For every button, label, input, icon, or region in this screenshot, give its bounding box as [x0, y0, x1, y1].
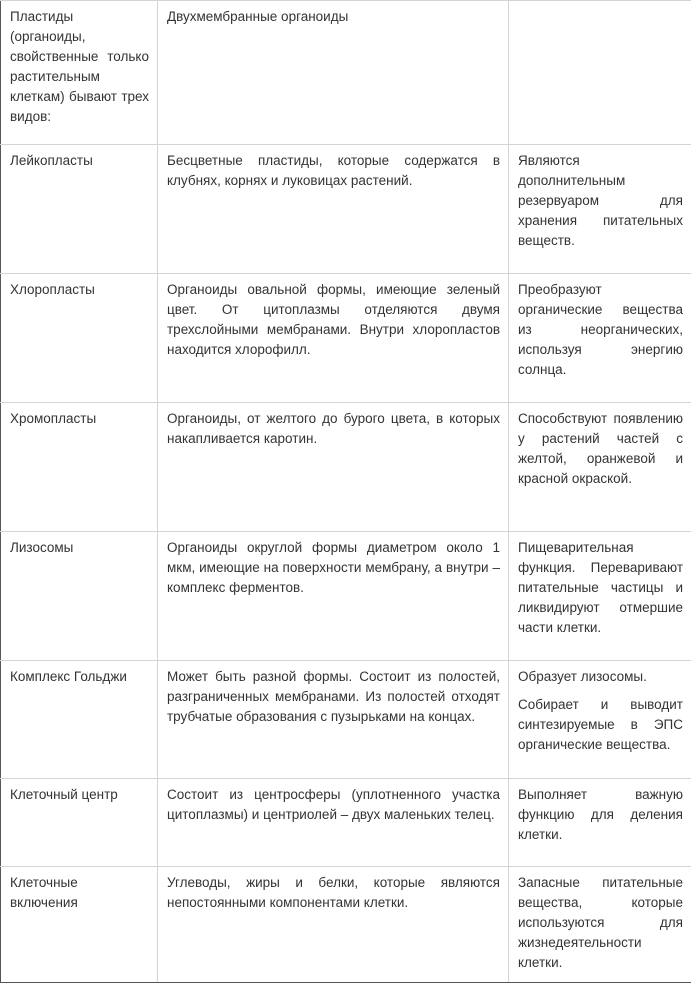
structure-cell: Органоиды, от желтого до бурого цвета, в которых накапливается каротин. — [158, 403, 509, 532]
structure-cell: Органоиды овальной формы, имеющие зеленый цвет. От цитоплазмы отделяются двумя трехслойными мембранами. Внутри хлоропластов находится хлорофилл. — [158, 274, 509, 403]
table-row — [1, 661, 691, 779]
table-row — [1, 145, 691, 274]
function-cell: Пищеварительная функция. Переваривают питательные частицы и ликвидируют отмершие части клетки. — [509, 532, 691, 661]
organelle-name-cell: Клеточные включения — [1, 867, 158, 983]
table-row — [1, 274, 691, 403]
structure-cell: Углеводы, жиры и белки, которые являются непостоянными компонентами клетки. — [158, 867, 509, 983]
structure-cell: Двухмембранные органоиды — [158, 1, 509, 145]
structure-cell: Органоиды округлой формы диаметром около 1 мкм, имеющие на поверхности мембрану, а внутри – комплекс ферментов. — [158, 532, 509, 661]
function-cell — [509, 661, 691, 779]
function-cell — [509, 1, 691, 145]
function-paragraph: Образует лизосомы. — [518, 667, 683, 687]
structure-cell: Может быть разной формы. Состоит из полостей, разграниченных мембранами. Из полостей отходят трубчатые образования с пузырьками на концах. — [158, 661, 509, 779]
table-row — [1, 779, 691, 867]
organelle-name-cell: Хромопласты — [1, 403, 158, 532]
function-cell: Являются дополнительным резервуаром для хранения питательных веществ. — [509, 145, 691, 274]
organelle-name-cell: Пластиды (органоиды, свойственные только растительным клеткам) бывают трех видов: — [1, 1, 158, 145]
function-cell: Запасные питательные вещества, которые используются для жизнедеятельности клетки. — [509, 867, 691, 983]
organelle-name-cell: Хлоропласты — [1, 274, 158, 403]
function-cell: Выполняет важную функцию для деления клетки. — [509, 779, 691, 867]
organelle-name-cell: Клеточный центр — [1, 779, 158, 867]
structure-cell: Бесцветные пластиды, которые содержатся в клубнях, корнях и луковицах растений. — [158, 145, 509, 274]
organelle-name-cell: Лейкопласты — [1, 145, 158, 274]
function-cell: Преобразуют органические вещества из неорганических, используя энергию солнца. — [509, 274, 691, 403]
table-row — [1, 1, 691, 145]
table-row — [1, 403, 691, 532]
structure-cell: Состоит из центросферы (уплотненного участка цитоплазмы) и центриолей – двух маленьких телец. — [158, 779, 509, 867]
organelle-name-cell: Лизосомы — [1, 532, 158, 661]
function-cell: Способствуют появлению у растений частей с желтой, оранжевой и красной окраской. — [509, 403, 691, 532]
organelle-name-cell: Комплекс Гольджи — [1, 661, 158, 779]
table-row — [1, 867, 691, 983]
function-paragraph: Собирает и выводит синтезируемые в ЭПС органические вещества. — [518, 695, 683, 755]
table-row — [1, 532, 691, 661]
